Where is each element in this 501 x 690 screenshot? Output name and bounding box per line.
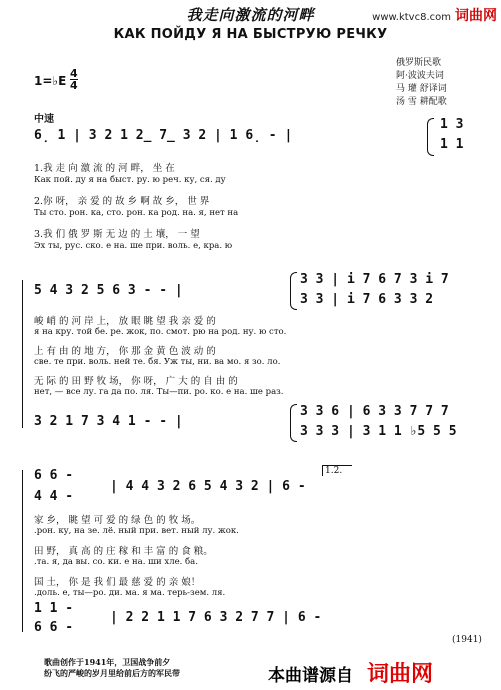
lyric-cn-verse3: 3.我 们 俄 罗 斯 无 边 的 土 壤， 一 望 bbox=[34, 229, 200, 240]
credit-line: 阿·波波夫词 bbox=[396, 71, 444, 81]
lyric-ru-verse2: .та. я, да вы. со. ки. е на. ши хле. ба. bbox=[34, 557, 198, 567]
brace bbox=[290, 404, 297, 442]
watermark-text: 本曲谱源自 bbox=[268, 666, 353, 686]
system-bracket bbox=[22, 470, 23, 632]
tempo-marking: 中速 bbox=[34, 114, 54, 125]
lyric-ru-verse3: .доль. е, ты—ро. ди. ма. я ма. терь-зем. ля. bbox=[34, 588, 226, 598]
lyric-cn-verse3: 无 际 的 田 野 牧 场， 你 呀， 广 大 的 自 由 的 bbox=[34, 376, 238, 387]
footnote-line: 歌曲创作于1941年，卫国战争前夕 bbox=[44, 657, 171, 667]
bass-upper-3: 1 1 - bbox=[34, 601, 74, 616]
brace bbox=[290, 272, 297, 310]
melody-line-1: 6̣ 1 | 3 2 1 2̲ 7̲ 3 2 | 1 6̣ - | bbox=[34, 128, 293, 143]
lyric-ru-verse1: я на кру. той бе. ре. жок, по. смот. рю на род. ну. ю сто. bbox=[34, 327, 287, 337]
footnote bbox=[44, 657, 180, 679]
melody-lower-3: 4 4 - bbox=[34, 489, 74, 504]
melody-line-2: 5 4 3 2 5 6 3 - - | bbox=[34, 283, 183, 298]
bass-lower-3: 6 6 - bbox=[34, 620, 74, 635]
harmony-lower-2: 3 3 | i 7 6 3 3 2 bbox=[300, 292, 434, 307]
lyric-cn-verse1: 峻 峭 的 河 岸 上， 放 眼 眺 望 我 亲 爱 的 bbox=[34, 316, 216, 327]
lyric-ru-verse3: нет, — все лу. га да по. ля. Ты—пи. ро. ко. е на. ше раз. bbox=[34, 387, 284, 397]
composition-year: (1941) bbox=[452, 635, 482, 645]
credit-line: 俄罗斯民歌 bbox=[396, 58, 442, 68]
bass-line-2: 3 2 1 7 3 4 1 - - | bbox=[34, 414, 183, 429]
song-title-chinese: 我走向激流的河畔 bbox=[186, 6, 315, 24]
lyric-cn-verse2: 2.你 呀， 亲 爱 的 故 乡 啊 故 乡， 世 界 bbox=[34, 196, 210, 207]
site-watermark-top bbox=[372, 5, 497, 25]
harmony-upper-1: 1 3 bbox=[440, 117, 464, 132]
harmony-lower-1: 1 1 bbox=[440, 137, 464, 152]
lyric-ru-verse1: .рон. ку, на зе. лё. ный при. вет. ный лу. жок. bbox=[34, 526, 239, 536]
lyric-cn-verse3: 国 土， 你 是 我 们 最 慈 爱 的 亲 娘！ bbox=[34, 577, 201, 588]
watermark-brand: 词曲网 bbox=[367, 662, 434, 687]
bass-line-3: | 2 2 1 1 7 6 3 2 7 7 | 6 - bbox=[110, 610, 322, 625]
brace bbox=[427, 118, 434, 156]
site-watermark-bottom bbox=[268, 657, 433, 688]
lyric-cn-verse2: 上 有 由 的 地 方， 你 那 金 黄 色 波 动 的 bbox=[34, 346, 216, 357]
credits bbox=[396, 57, 447, 109]
lyric-ru-verse1: Как пой. ду я на быст. ру. ю реч. ку, ся. ду bbox=[34, 175, 226, 185]
volta-bracket: 1.2. bbox=[322, 465, 352, 476]
footnote-line: 纷飞的严峻的岁月里给前后方的军民带 bbox=[44, 668, 180, 678]
system-bracket bbox=[22, 280, 23, 428]
lyric-cn-verse2: 田 野， 真 高 的 庄 稼 和 丰 富 的 食 粮。 bbox=[34, 546, 213, 557]
lyric-ru-verse2: све. те при. воль. ней те. бя. Уж ты, ни. ва мо. я зо. ло. bbox=[34, 357, 281, 367]
time-signature bbox=[70, 68, 78, 91]
lyric-ru-verse2: Ты сто. рон. ка, сто. рон. ка род. на. я, нет на bbox=[34, 208, 239, 218]
credit-line: 汤 雪 耕配歌 bbox=[396, 97, 447, 107]
harmony-upper-2: 3 3 | i 7 6 7 3 i 7 bbox=[300, 272, 449, 287]
key-signature: 1=♭E bbox=[34, 74, 67, 88]
bass-harmony-upper-2: 3 3 6 | 6 3 3 7 7 7 bbox=[300, 404, 449, 419]
lyric-cn-verse1: 家 乡， 眺 望 可 爱 的 绿 色 的 牧 场。 bbox=[34, 515, 201, 526]
credit-line: 马 瓘 舒译词 bbox=[396, 84, 447, 94]
song-title-russian: КАК ПОЙДУ Я НА БЫСТРУЮ РЕЧКУ bbox=[113, 27, 388, 42]
meter-top: 4 bbox=[70, 67, 78, 80]
melody-line-3: | 4 4 3 2 6 5 4 3 2 | 6 - bbox=[110, 479, 306, 494]
site-brand: 词曲网 bbox=[455, 8, 497, 24]
site-url: www.ktvc8.com bbox=[372, 12, 451, 23]
lyric-cn-verse1: 1.我 走 向 激 流 的 河 畔， 坐 在 bbox=[34, 163, 175, 174]
meter-bottom: 4 bbox=[70, 79, 78, 92]
melody-upper-3: 6 6 - bbox=[34, 468, 74, 483]
lyric-ru-verse3: Эх ты, рус. ско. е на. ше при. воль. е, кра. ю bbox=[34, 241, 233, 251]
bass-harmony-lower-2: 3 3 3 | 3 1 1 ♭5 5 5 bbox=[300, 424, 457, 439]
